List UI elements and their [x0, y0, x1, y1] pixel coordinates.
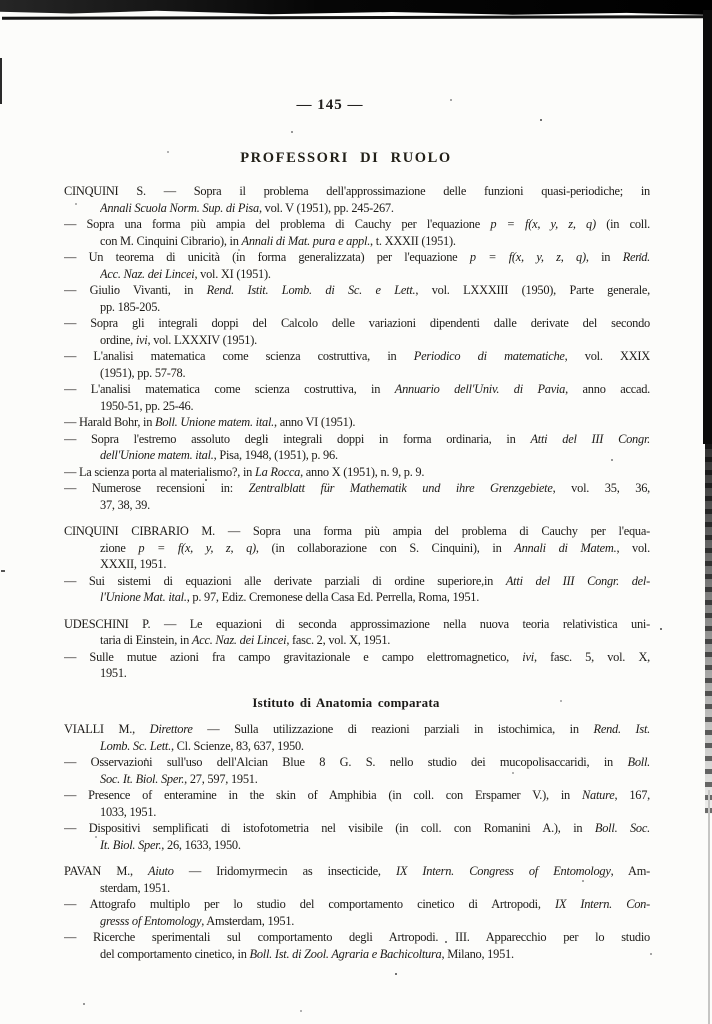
entry-line: zione p = f(x, y, z, q), (in collaborazione con S. Cinquini), in Annali di Matem., vol.	[100, 540, 650, 555]
bibliography-block-cinquini-s	[64, 183, 650, 513]
entry-line: — Sopra una forma più ampia del problema di Cauchy per l'equazione p = f(x, y, z, q) (in coll.	[64, 217, 650, 231]
page-content	[64, 97, 650, 962]
entry-line: — L'analisi matematica come scienza costruttiva, in Periodico di matematiche, vol. XXIX	[64, 349, 650, 363]
bibliography-block-udeschini	[64, 616, 650, 682]
entry-line: — La scienza porta al materialismo?, in La Rocca, anno X (1951), n. 9, p. 9.	[64, 464, 425, 479]
entry-line: — Sopra l'estremo assoluto degli integrali doppi in forma ordinaria, in Atti del III Congr.	[64, 431, 650, 446]
entry-line: 1951.	[100, 666, 127, 680]
entry-line: — Harald Bohr, in Boll. Unione matem. ital., anno VI (1951).	[64, 415, 356, 429]
entry-line: 1950-51, pp. 25-46.	[100, 398, 194, 413]
scan-frame-line	[2, 15, 704, 19]
entry-line: — Osservazioni sull'uso dell'Alcian Blue 8 G. S. nello studio dei mucopolisaccaridi, in Boll.	[64, 755, 650, 769]
page-title: PROFESSORI DI RUOLO	[240, 150, 452, 166]
entry-line: — Sopra gli integrali doppi del Calcolo delle variazioni dipendenti dalle derivate del secondo	[64, 316, 650, 330]
entry-line: — Presence of enteramine in the skin of Amphibia (in coll. con Erspamer V.), in Nature, 167,	[64, 788, 650, 802]
section-heading: Istituto di Anatomia comparata	[252, 694, 440, 710]
entry-line: XXXII, 1951.	[100, 557, 167, 571]
scan-left-edge-mark	[0, 58, 2, 104]
entry-line: taria di Einstein, in Acc. Naz. dei Lincei, fasc. 2, vol. X, 1951.	[100, 633, 391, 647]
scan-right-faint-line	[708, 790, 710, 1024]
scan-specks	[0, 0, 2, 2]
scan-right-edge-artifact	[703, 10, 712, 444]
bibliography-block-vialli	[64, 721, 650, 853]
entry-line: con M. Cinquini Cibrario), in Annali di Mat. pura e appl., t. XXXII (1951).	[100, 233, 456, 248]
bibliography-block-cinquini-cibrario	[64, 523, 650, 606]
entry-line: 1033, 1951.	[100, 804, 157, 819]
entry-line: del comportamento cinetico, in Boll. Ist. di Zool. Agraria e Bachicoltura, Milano, 1951.	[100, 946, 514, 961]
entry-line: Annali Scuola Norm. Sup. di Pisa, vol. V (1951), pp. 245-267.	[100, 200, 394, 215]
entry-line: — Sulle mutue azioni fra campo gravitazionale e campo elettromagnetico, ivi, fasc. 5, vol. X,	[64, 649, 650, 664]
entry-line: — Dispositivi semplificati di istofotometria nel visibile (in coll. con Romanini A.), in Boll. Soc.	[64, 821, 650, 835]
entry-line: — Numerose recensioni in: Zentralblatt für Mathematik und ihre Grenzgebiete, vol. 35, 36,	[64, 481, 650, 495]
entry-line: — Un teorema di unicità (in forma generalizzata) per l'equazione p = f(x, y, z, q), in Rend.	[64, 250, 650, 264]
entry-line: dell'Unione matem. ital., Pisa, 1948, (1951), p. 96.	[100, 448, 338, 462]
entry-line: It. Biol. Sper., 26, 1633, 1950.	[100, 837, 241, 852]
entry-line: — L'analisi matematica come scienza costruttiva, in Annuario dell'Univ. di Pavia, anno accad.	[64, 382, 650, 396]
entry-line: VIALLI M., Direttore — Sulla utilizzazione di reazioni parziali in istochimica, in Rend. Ist.	[64, 722, 650, 736]
entry-line: 37, 38, 39.	[100, 497, 150, 512]
page-number: — 145 —	[296, 97, 364, 113]
entry-line: (1951), pp. 57-78.	[100, 365, 186, 380]
entry-line: gresss of Entomology, Amsterdam, 1951.	[100, 913, 295, 928]
entry-line: ordine, ivi, vol. LXXXIV (1951).	[100, 332, 257, 347]
entry-line: pp. 185-205.	[100, 299, 160, 314]
entry-line: — Sui sistemi di equazioni alle derivate parziali di ordine superiore,in Atti del III Congr. del-	[64, 573, 650, 588]
entry-line: Acc. Naz. dei Lincei, vol. XI (1951).	[100, 266, 271, 281]
entry-line: l'Unione Mat. ital., p. 97, Ediz. Cremonese della Casa Ed. Perrella, Roma, 1951.	[100, 590, 480, 604]
entry-line: UDESCHINI P. — Le equazioni di seconda approssimazione nella nuova teoria relativistica uni-	[64, 616, 650, 631]
entry-line: PAVAN M., Aiuto — Iridomyrmecin as insecticide, IX Intern. Congress of Entomology, Am-	[64, 864, 650, 878]
entry-line: sterdam, 1951.	[100, 880, 170, 895]
bibliography	[64, 183, 650, 962]
scan-right-edge-fade	[705, 444, 712, 814]
entry-line: CINQUINI S. — Sopra il problema dell'approssimazione delle funzioni quasi-periodiche; in	[64, 184, 650, 198]
scan-left-edge-mark-2	[1, 570, 5, 572]
entry-line: Soc. It. Biol. Sper., 27, 597, 1951.	[100, 771, 258, 786]
entry-line: — Ricerche sperimentali sul comportamento degli Artropodi. III. Apparecchio per lo studio	[64, 930, 650, 944]
entry-line: CINQUINI CIBRARIO M. — Sopra una forma più ampia del problema di Cauchy per l'equa-	[64, 524, 650, 538]
bibliography-block-pavan	[64, 863, 650, 962]
entry-line: Lomb. Sc. Lett., Cl. Scienze, 83, 637, 1950.	[100, 738, 304, 753]
scan-top-edge-artifact	[0, 0, 712, 15]
entry-line: — Attografo multiplo per lo studio del comportamento cinetico di Artropodi, IX Intern. Con-	[64, 897, 650, 911]
entry-line: — Giulio Vivanti, in Rend. Istit. Lomb. di Sc. e Lett., vol. LXXXIII (1950), Parte generale,	[64, 283, 650, 297]
